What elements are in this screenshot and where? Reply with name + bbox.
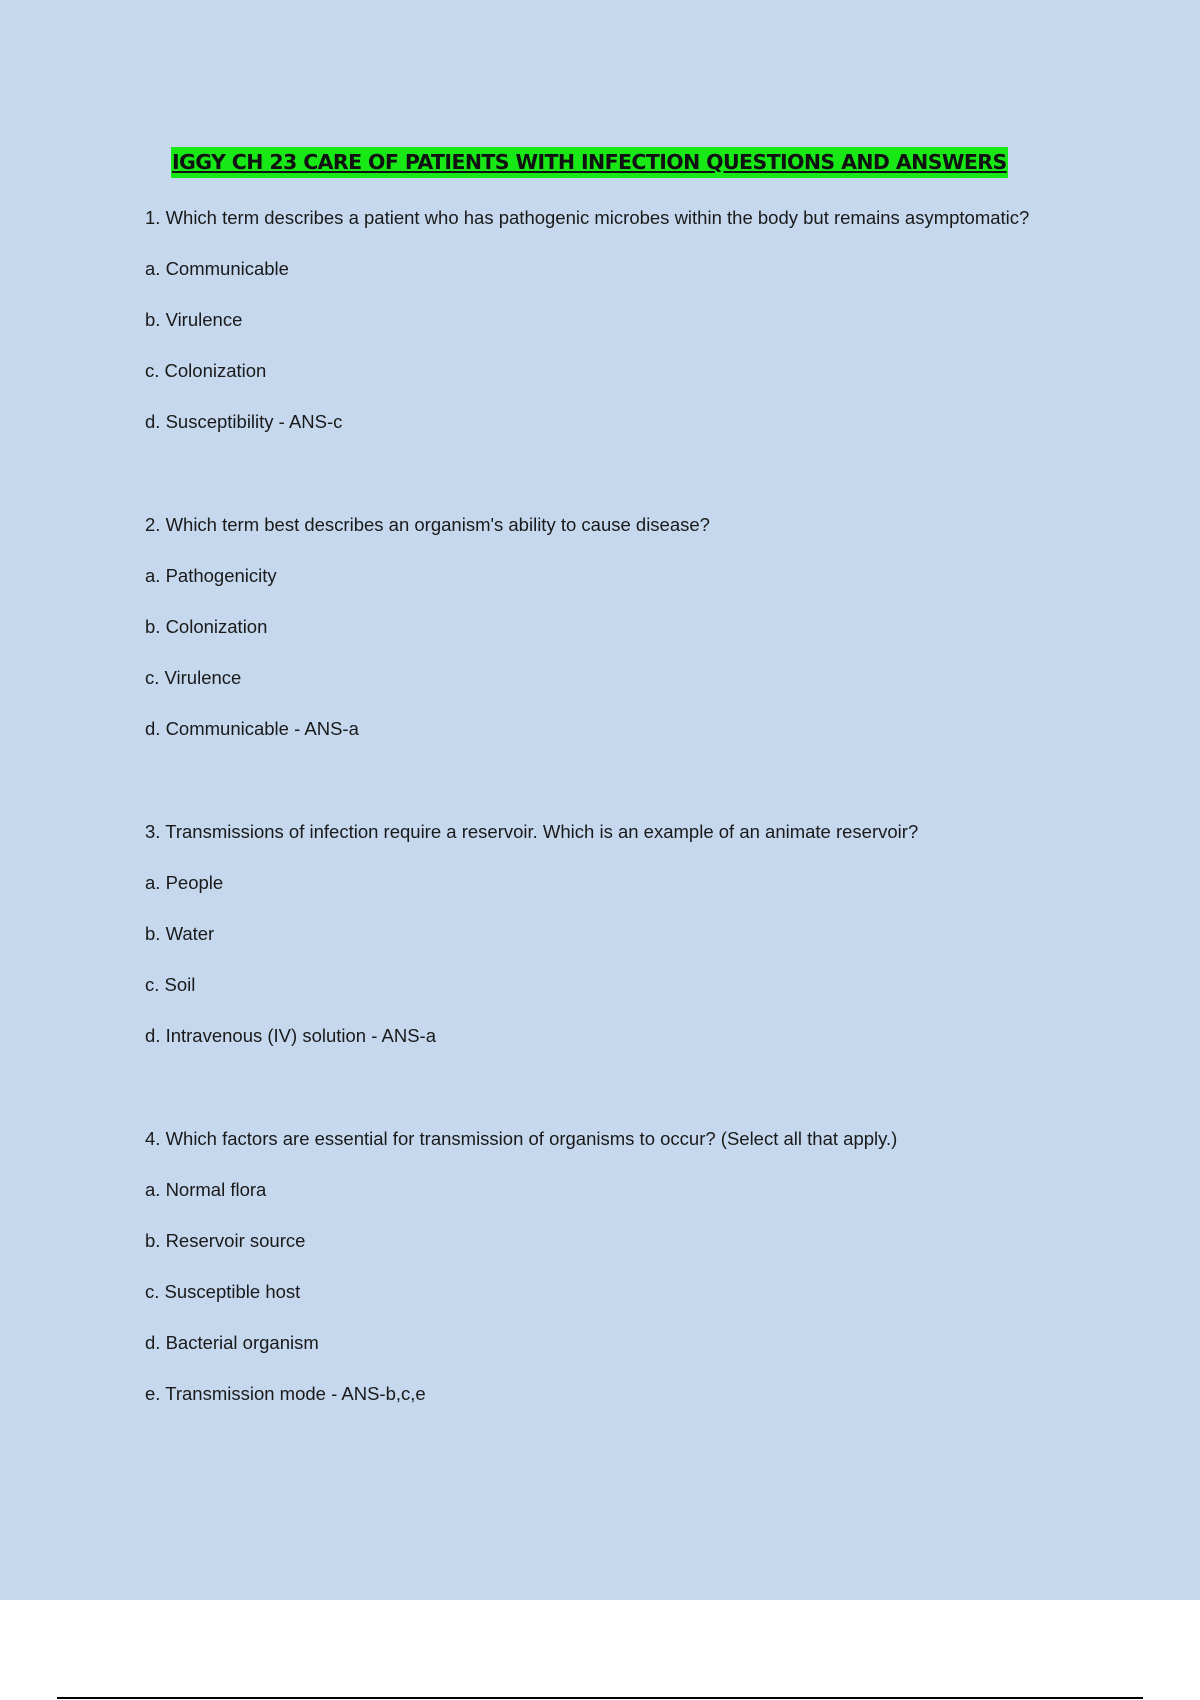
question-list <box>145 201 1045 1480</box>
answer-option-a: a. Communicable <box>145 258 289 279</box>
footer-divider <box>57 1697 1143 1699</box>
question-3 <box>145 815 1045 1052</box>
question-text: 1. Which term describes a patient who has pathogenic microbes within the body but remains asymptomatic? <box>145 207 1030 228</box>
question-text: 3. Transmissions of infection require a reservoir. Which is an example of an animate reservoir? <box>145 821 919 842</box>
answer-option-a: a. Normal flora <box>145 1179 267 1200</box>
document-title: IGGY CH 23 CARE OF PATIENTS WITH INFECTION QUESTIONS AND ANSWERS <box>171 147 1008 178</box>
answer-option-b: b. Water <box>145 923 215 944</box>
question-1 <box>145 201 1045 438</box>
answer-option-d: d. Intravenous (IV) solution - ANS-a <box>145 1025 436 1046</box>
answer-option-c: c. Virulence <box>145 667 242 688</box>
question-text: 4. Which factors are essential for transmission of organisms to occur? (Select all that apply.) <box>145 1128 898 1149</box>
answer-option-d: d. Susceptibility - ANS-c <box>145 411 343 432</box>
answer-option-a: a. Pathogenicity <box>145 565 277 586</box>
answer-option-c: c. Soil <box>145 974 196 995</box>
answer-option-c: c. Colonization <box>145 360 267 381</box>
question-text: 2. Which term best describes an organism's ability to cause disease? <box>145 514 710 535</box>
answer-options <box>145 866 1045 1052</box>
question-4 <box>145 1122 1045 1410</box>
answer-options <box>145 559 1045 745</box>
answer-options <box>145 1173 1045 1410</box>
answer-option-b: b. Reservoir source <box>145 1230 306 1251</box>
question-2 <box>145 508 1045 745</box>
answer-option-b: b. Virulence <box>145 309 243 330</box>
answer-options <box>145 252 1045 438</box>
answer-option-b: b. Colonization <box>145 616 268 637</box>
answer-option-d: d. Bacterial organism <box>145 1332 319 1353</box>
answer-option-d: d. Communicable - ANS-a <box>145 718 359 739</box>
answer-option-e: e. Transmission mode - ANS-b,c,e <box>145 1383 426 1404</box>
answer-option-a: a. People <box>145 872 224 893</box>
answer-option-c: c. Susceptible host <box>145 1281 301 1302</box>
